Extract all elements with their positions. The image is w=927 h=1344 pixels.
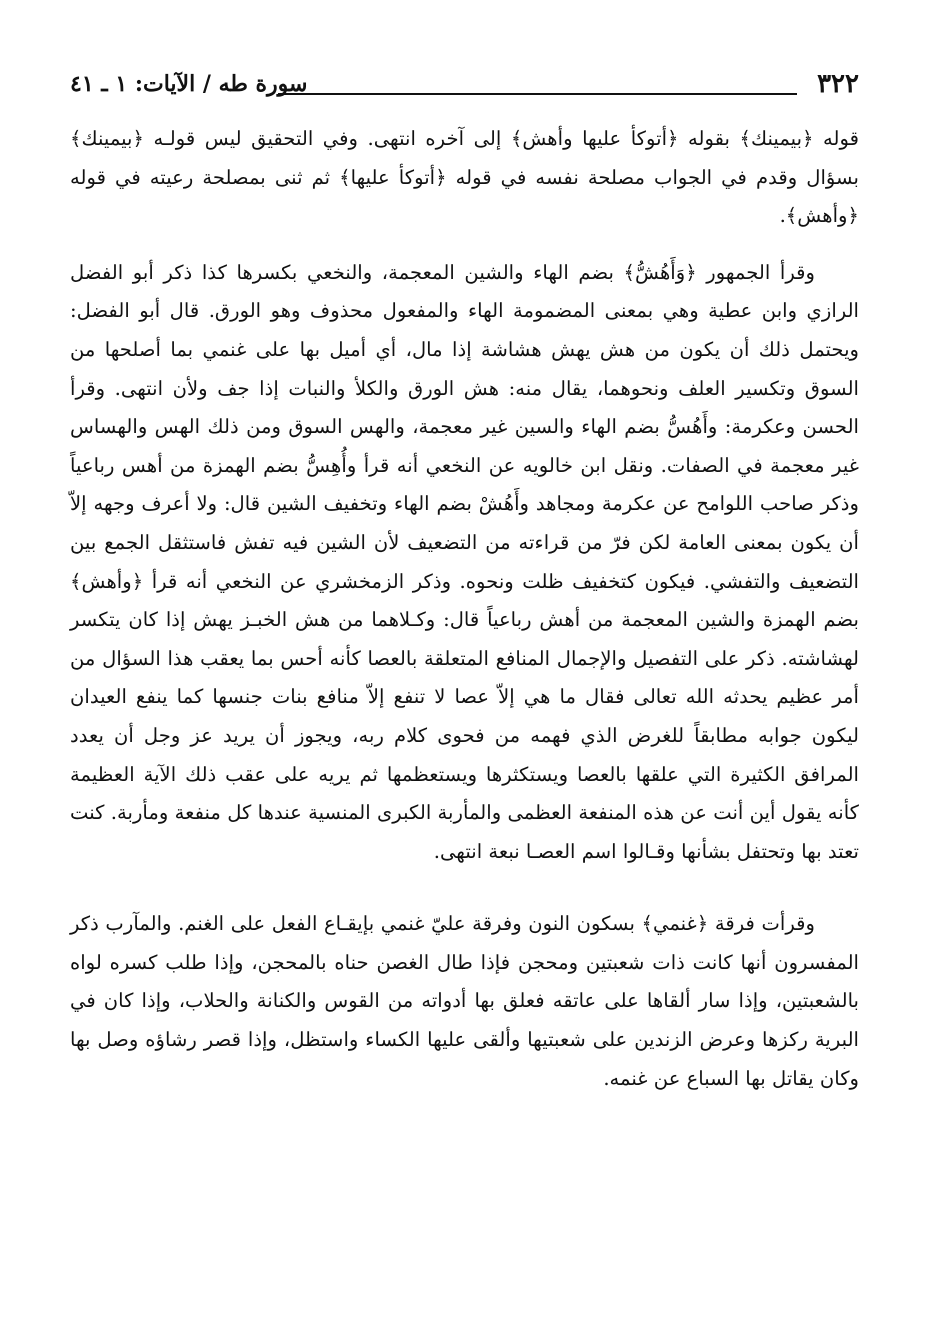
paragraph-1: قوله ﴿بيمينك﴾ بقوله ﴿أتوكأ عليها وأهش﴾ إلى آخره انتهى. وفي التحقيق ليس قولـه ﴿بيمينك﴾ بسؤال وقدم في الجواب مصلحة نفسه في قوله ﴿أتوكأ عليها﴾ ثم ثنى بمصلحة رعيته في قوله ﴿وأهش﴾. <box>70 127 859 228</box>
page-body <box>70 120 859 1098</box>
running-header <box>70 66 859 102</box>
header-rule <box>278 93 797 95</box>
paragraph-2: وقرأ الجمهور ﴿وَأَهُشُّ﴾ بضم الهاء والشين المعجمة، والنخعي بكسرها كذا ذكر أبو الفضل الرازي وابن عطية وهي بمعنى المضمومة الهاء والمفعول محذوف وهو الورق. قال أبو الفضل: ويحتمل ذلك أن يكون من هش يهش هشاشة إذا مال، أي أميل بها على غنمي بما أصلحها من السوق وتكسير العلف ونحوهما، يقال منه: هش الورق والكلأ والنبات إذا جف ولأن انتهى. وقرأ الحسن وعكرمة: وأَهُسُّ بضم الهاء والسين غير معجمة، والهس السوق ومن ذلك الهس والهساس غير معجمة في الصفات. ونقل ابن خالويه عن النخعي أنه قرأ وأُهِسُّ بضم الهمزة من أهس رباعياً وذكر صاحب اللوامح عن عكرمة ومجاهد وأَهُشْ بضم الهاء وتخفيف الشين قال: ولا أعرف وجهه إلاّ أن يكون بمعنى العامة لكن فرّ من قراءته من التضعيف لأن الشين فيه تفش فاستثقل الجمع بين التضعيف والتفشي. فيكون كتخفيف ظلت ونحوه. وذكر الزمخشري عن النخعي أنه قرأ ﴿وأهش﴾ بضم الهمزة والشين المعجمة من أهش رباعياً قال: وكـلاهما من هش الخبـز يهش إذا كان يتكسر لهشاشته. ذكر على التفصيل والإجمال المنافع المتعلقة بالعصا كأنه أحس بما يعقب هذا السؤال من أمر عظيم يحدثه الله تعالى فقال ما هي إلاّ عصا لا تنفع إلاّ منافع بنات جنسها كما ينفع العيدان ليكون جوابه مطابقاً للغرض الذي فهمه من فحوى كلام ربه، ويجوز أن يريد عز وجل أن يعدد المرافق الكثيرة التي علقها بالعصا ويستكثرها ويستعظمها ثم يريه على عقب ذلك الآية العظيمة كأنه يقول أين أنت عن هذه المنفعة العظمى والمأربة الكبرى المنسية عندها كل منفعة ومأربة. كنت تعتد بها وتحتفل بشأنها وقـالوا اسم العصـا نبعة انتهى. <box>70 260 859 863</box>
paragraph-3: وقرأت فرقة ﴿غنمي﴾ بسكون النون وفرقة عليّ غنمي بإيقـاع الفعل على الغنم. والمآرب ذكر المفسرون أنها كانت ذات شعبتين ومحجن فإذا طال الغصن حناه بالمحجن، وإذا طلب كسره لواه بالشعبتين، وإذا سار ألقاها على عاتقه فعلق بها أدواته من القوس والكنانة والحلاب، وإذا كان في البرية ركزها وعرض الزندين على شعبتيها وألقى عليها الكساء واستظل، وإذا قصر رشاؤه وصل بها وكان يقاتل بها السباع عن غنمه. <box>70 912 859 1090</box>
surah-title: سورة طه / الآيات: ١ ـ ٤١ <box>70 71 308 97</box>
page-number: ٣٢٢ <box>817 69 859 99</box>
